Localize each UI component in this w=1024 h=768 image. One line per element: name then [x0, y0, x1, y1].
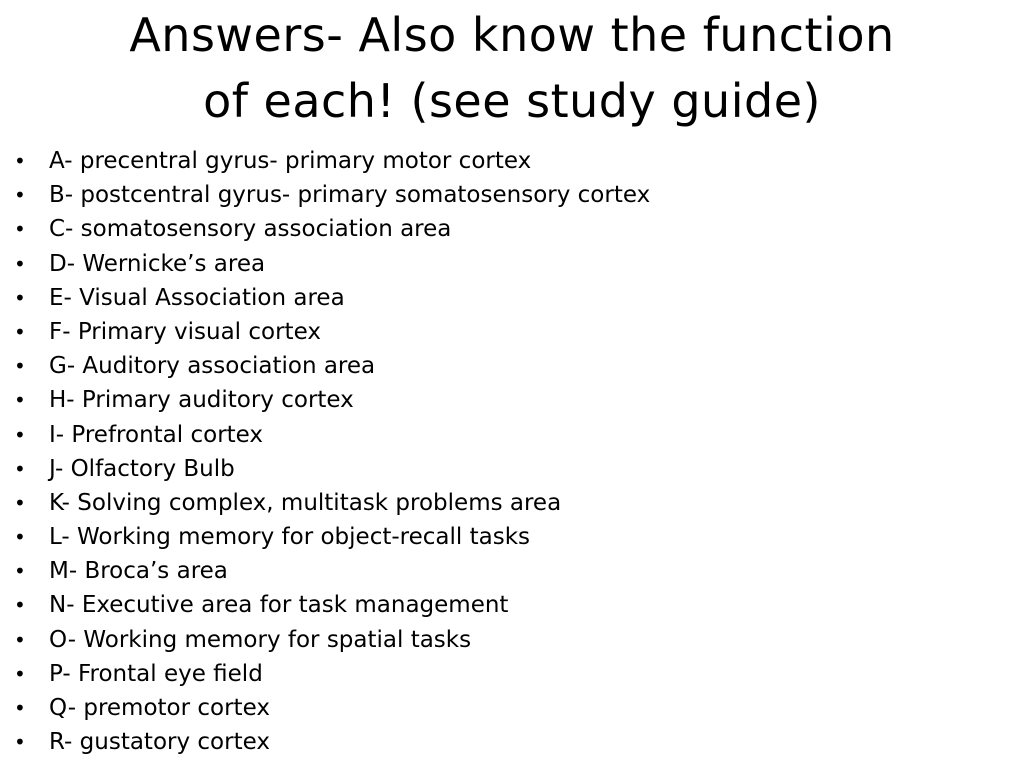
answer-item	[0, 178, 1000, 212]
answer-item	[0, 725, 1000, 759]
answer-item	[0, 349, 1000, 383]
bullet-icon: •	[14, 525, 26, 550]
bullet-icon: •	[14, 490, 26, 515]
answer-item	[0, 281, 1000, 315]
answer-text: K- Solving complex, multitask problems area	[49, 489, 562, 516]
answer-text: L- Working memory for object-recall tasks	[49, 524, 530, 551]
answer-item	[0, 691, 1000, 725]
bullet-icon: •	[14, 388, 26, 413]
title-line-1: Answers- Also know the function	[129, 8, 895, 62]
answer-item	[0, 657, 1000, 691]
bullet-icon: •	[14, 456, 26, 481]
answer-text: C- somatosensory association area	[49, 216, 452, 243]
answer-text: G- Auditory association area	[49, 353, 376, 380]
answer-item	[0, 486, 1000, 520]
bullet-icon: •	[14, 285, 26, 310]
answer-item	[0, 418, 1000, 452]
bullet-icon: •	[14, 422, 26, 447]
slide-title	[40, 2, 984, 134]
answer-text: I- Prefrontal cortex	[49, 421, 264, 448]
answer-text: E- Visual Association area	[49, 284, 345, 311]
bullet-icon: •	[14, 354, 26, 379]
answer-item	[0, 315, 1000, 349]
answer-text: H- Primary auditory cortex	[49, 387, 354, 414]
bullet-icon: •	[14, 217, 26, 242]
bullet-icon: •	[14, 696, 26, 720]
answer-item	[0, 212, 1000, 246]
answer-text: Q- premotor cortex	[49, 695, 270, 721]
answer-text: A- precentral gyrus- primary motor cortex	[49, 148, 532, 174]
answer-text: R- gustatory cortex	[49, 729, 270, 756]
bullet-icon: •	[14, 730, 26, 755]
bullet-icon: •	[14, 559, 26, 584]
answer-text: J- Olfactory Bulb	[49, 455, 235, 482]
answer-item	[0, 452, 1000, 486]
answer-text: B- postcentral gyrus- primary somatosensory cortex	[49, 182, 651, 209]
bullet-icon: •	[14, 319, 26, 344]
answer-text: D- Wernicke’s area	[49, 250, 266, 277]
bullet-icon: •	[14, 149, 26, 173]
bullet-icon: •	[14, 251, 26, 276]
answer-item	[0, 520, 1000, 554]
bullet-icon: •	[14, 593, 26, 618]
answer-text: F- Primary visual cortex	[49, 318, 321, 345]
answer-item	[0, 247, 1000, 281]
bullet-icon: •	[14, 661, 26, 686]
answer-text: O- Working memory for spatial tasks	[49, 626, 472, 653]
answer-item	[0, 554, 1000, 588]
title-line-2: of each! (see study guide)	[203, 74, 821, 128]
answer-item	[0, 623, 1000, 657]
answer-list	[0, 144, 1000, 759]
answer-text: M- Broca’s area	[49, 558, 228, 585]
answer-item	[0, 588, 1000, 622]
answer-text: P- Frontal eye field	[49, 660, 263, 687]
answer-text: N- Executive area for task management	[49, 592, 509, 619]
answer-item	[0, 383, 1000, 417]
bullet-icon: •	[14, 183, 26, 208]
bullet-icon: •	[14, 627, 26, 652]
answer-item	[0, 144, 1000, 178]
